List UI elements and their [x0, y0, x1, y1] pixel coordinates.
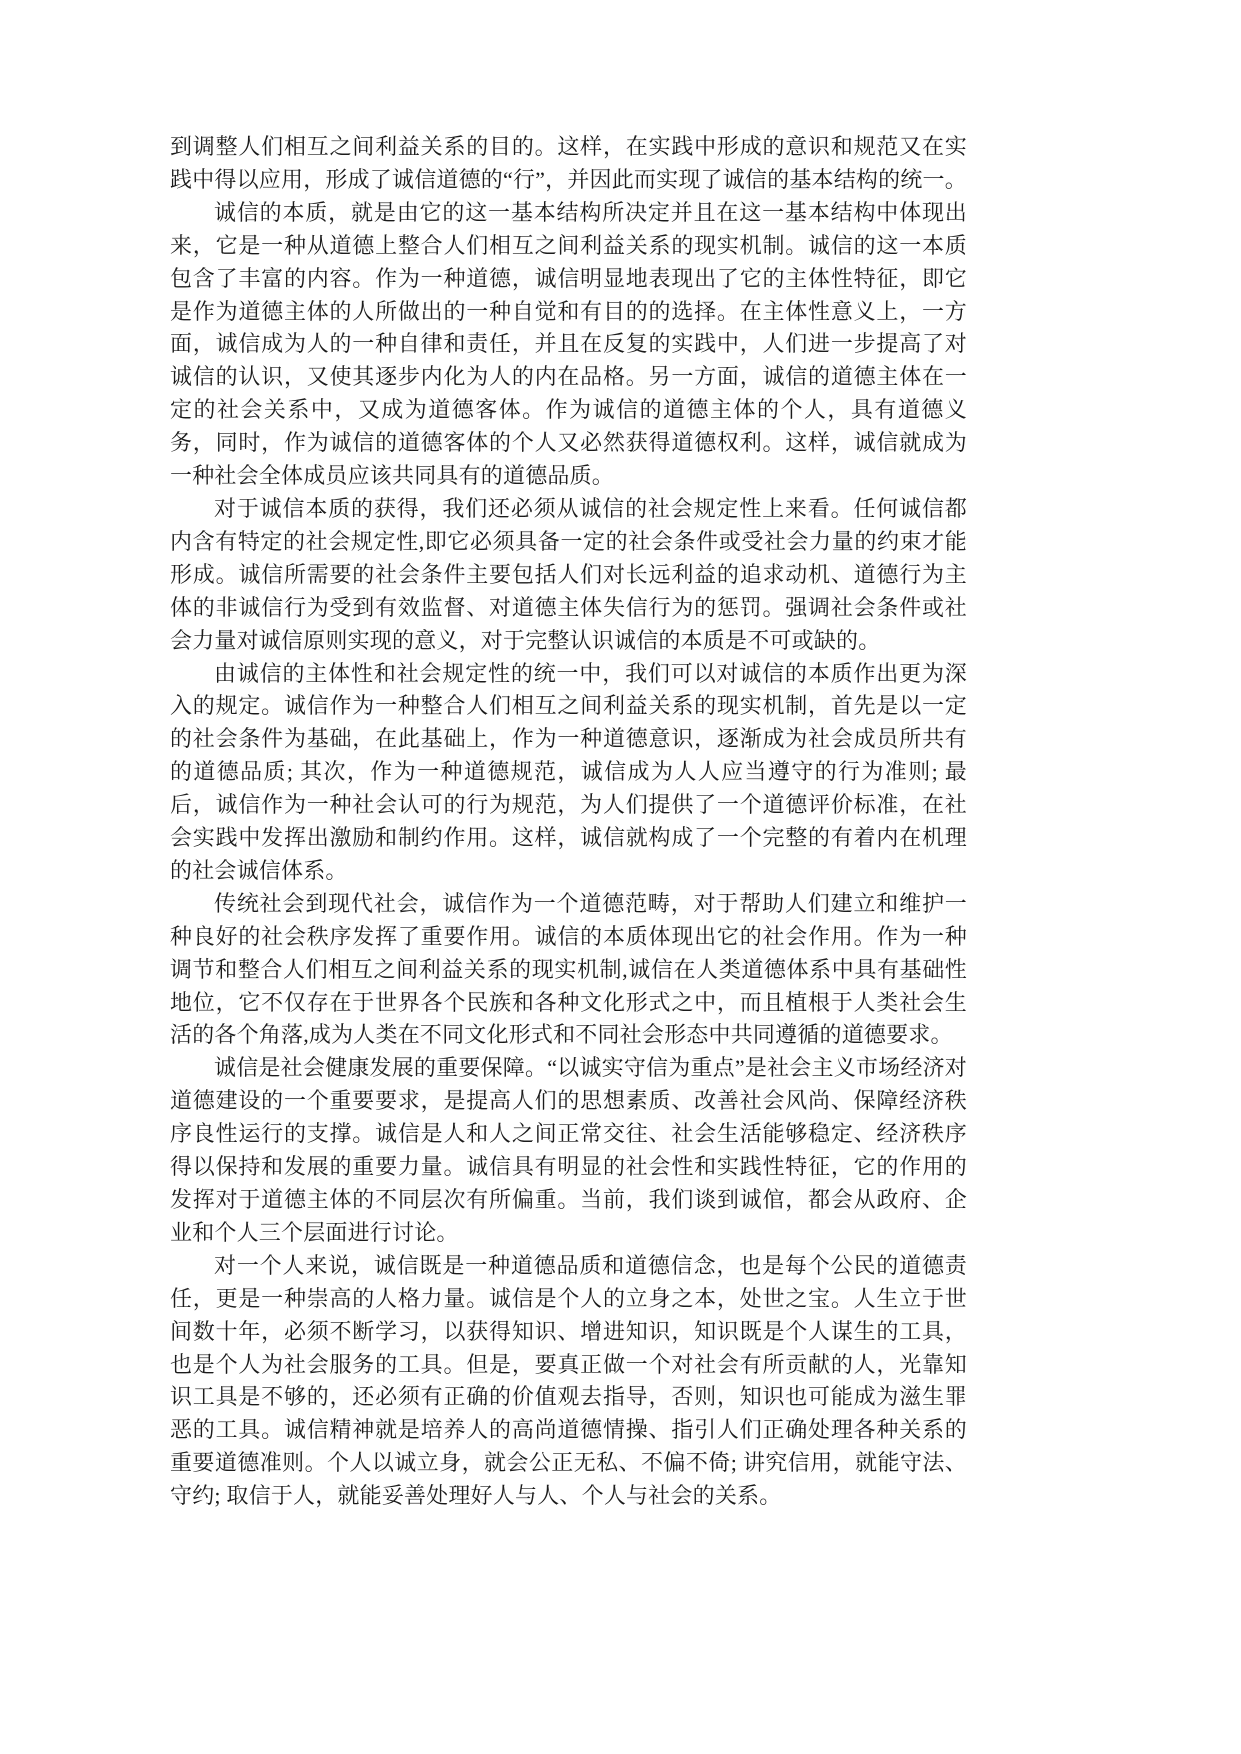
paragraph: 由诚信的主体性和社会规定性的统一中，我们可以对诚信的本质作出更为深入的规定。诚信作为一种整合人们相互之间利益关系的现实机制，首先是以一定的社会条件为基础，在此基础上，作为一种道德意识，逐渐成为社会成员所共有的道德品质; 其次，作为一种道德规范，诚信成为人人应当遵守的行为准则; 最后，诚信作为一种社会认可的行为规范，为人们提供了一个道德评价标准，在社会实践中发挥出激励和制约作用。这样，诚信就构成了一个完整的有着内在机理的社会诚信体系。	[170, 660, 967, 883]
paragraph: 诚信是社会健康发展的重要保障。“以诚实守信为重点”是社会主义市场经济对道德建设的一个重要要求，是提高人们的思想素质、改善社会风尚、保障经济秩序良性运行的支撑。诚信是人和人之间正常交往、社会生活能够稳定、经济秩序得以保持和发展的重要力量。诚信具有明显的社会性和实践性特征，它的作用的发挥对于道德主体的不同层次有所偏重。当前，我们谈到诚倌，都会从政府、企业和个人三个层面进行讨论。	[170, 1055, 967, 1245]
paragraph: 对于诚信本质的获得，我们还必须从诚信的社会规定性上来看。任何诚信都内含有特定的社会规定性,即它必须具备一定的社会条件或受社会力量的约束才能形成。诚信所需要的社会条件主要包括人们对长远利益的追求动机、道德行为主体的非诚信行为受到有效监督、对道德主体失信行为的惩罚。强调社会条件或社会力量对诚信原则实现的意义，对于完整认识诚信的本质是不可或缺的。	[170, 495, 967, 653]
paragraph: 诚信的本质，就是由它的这一基本结构所决定并且在这一基本结构中体现出来，它是一种从道德上整合人们相互之间利益关系的现实机制。诚信的这一本质包含了丰富的内容。作为一种道德，诚信明显地表现出了它的主体性特征，即它是作为道德主体的人所做出的一种自觉和有目的的选择。在主体性意义上，一方面，诚信成为人的一种自律和责任，并且在反复的实践中，人们进一步提高了对诚信的认识，又使其逐步内化为人的内在品格。另一方面，诚信的道德主体在一定的社会关系中，又成为道德客体。作为诚信的道德主体的个人，具有道德义务，同时，作为诚信的道德客体的个人又必然获得道德权利。这样，诚信就成为一种社会全体成员应该共同具有的道德品质。	[170, 199, 967, 489]
paragraph: 到调整人们相互之间利益关系的目的。这样，在实践中形成的意识和规范又在实践中得以应用，形成了诚信道德的“行”，并因此而实现了诚信的基本结构的统一。	[170, 134, 967, 192]
paragraph: 对一个人来说，诚信既是一种道德品质和道德信念，也是每个公民的道德责任，更是一种崇高的人格力量。诚信是个人的立身之本，处世之宝。人生立于世间数十年，必须不断学习，以获得知识、增进知识，知识既是个人谋生的工具，也是个人为社会服务的工具。但是，要真正做一个对社会有所贡献的人，光靠知识工具是不够的，还必须有正确的价值观去指导，否则，知识也可能成为滋生罪恶的工具。诚信精神就是培养人的高尚道德情操、指引人们正确处理各种关系的重要道德准则。个人以诚立身，就会公正无私、不偏不倚; 讲究信用，就能守法、守约; 取信于人，就能妥善处理好人与人、个人与社会的关系。	[170, 1252, 967, 1509]
document-text-block	[170, 131, 967, 1513]
paragraph: 传统社会到现代社会，诚信作为一个道德范畴，对于帮助人们建立和维护一种良好的社会秩序发挥了重要作用。诚信的本质体现出它的社会作用。作为一种调节和整合人们相互之间利益关系的现实机制,诚信在人类道德体系中具有基础性地位，它不仅存在于世界各个民族和各种文化形式之中，而且植根于人类社会生活的各个角落,成为人类在不同文化形式和不同社会形态中共同遵循的道德要求。	[170, 890, 967, 1048]
